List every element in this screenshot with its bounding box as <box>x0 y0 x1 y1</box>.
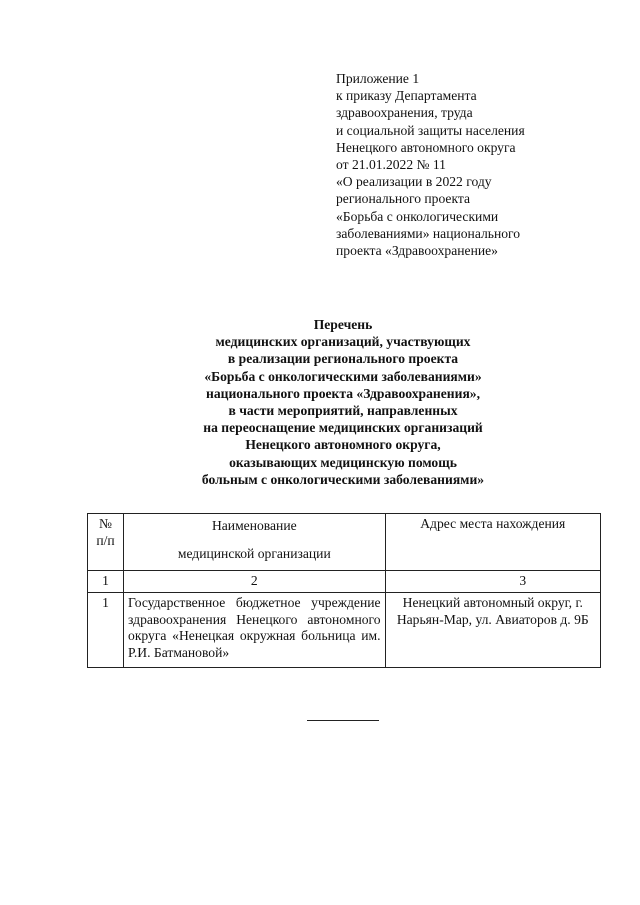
header-name-line2: медицинской организации <box>177 545 331 561</box>
appendix-line: Приложение 1 <box>336 71 420 86</box>
title-line: медицинских организаций, участвующих <box>215 334 471 350</box>
organization-address: Ненецкий автономный округ, г. Нарьян-Мар, ул. Авиаторов д. 9Б <box>385 593 600 668</box>
document-title <box>120 316 566 488</box>
appendix-line: «О реализации в 2022 году <box>336 174 492 190</box>
appendix-line: проекта «Здравоохранение» <box>336 243 498 259</box>
title-line: оказывающих медицинскую помощь <box>229 454 457 470</box>
appendix-line: заболеваниями» национального <box>336 225 521 241</box>
appendix-line: здравоохранения, труда <box>336 105 473 121</box>
column-number-row <box>88 571 601 593</box>
appendix-header <box>336 70 626 259</box>
organizations-table <box>87 513 601 668</box>
appendix-line: и социальной защиты населения <box>336 122 525 138</box>
header-name <box>124 514 386 571</box>
table-row <box>88 593 601 668</box>
title-line: на переоснащение медицинских организаций <box>203 420 483 436</box>
header-name-line1: Наименование <box>211 518 297 533</box>
title-line: национального проекта «Здравоохранения», <box>205 385 480 401</box>
closing-divider <box>307 720 379 721</box>
appendix-line: «Борьба с онкологическими <box>336 208 499 224</box>
appendix-line: регионального проекта <box>336 191 471 207</box>
table-header-row <box>88 514 601 571</box>
row-number: 1 <box>88 593 124 668</box>
appendix-line: к приказу Департамента <box>336 88 477 104</box>
column-number: 2 <box>124 571 386 593</box>
title-line: в части мероприятий, направленных <box>228 403 458 419</box>
header-number-symbol: № <box>99 516 112 531</box>
title-line: Ненецкого автономного округа, <box>245 437 441 453</box>
header-number-abbr: п/п <box>96 532 115 548</box>
title-line: в реализации регионального проекта <box>227 351 459 367</box>
organization-name: Государственное бюджетное учреждение здравоохранения Ненецкого автономного округа «Ненецкая окружная больница им. Р.И. Батмановой» <box>124 593 386 668</box>
header-number <box>88 514 124 571</box>
title-line: больным с онкологическими заболеваниями» <box>201 471 485 487</box>
column-number: 3 <box>385 571 600 593</box>
appendix-line: от 21.01.2022 № 11 <box>336 157 446 173</box>
title-line: Перечень <box>313 317 373 332</box>
title-line: «Борьба с онкологическими заболеваниями» <box>204 368 482 384</box>
header-address: Адрес места нахождения <box>385 514 600 571</box>
appendix-line: Ненецкого автономного округа <box>336 139 516 155</box>
column-number: 1 <box>88 571 124 593</box>
